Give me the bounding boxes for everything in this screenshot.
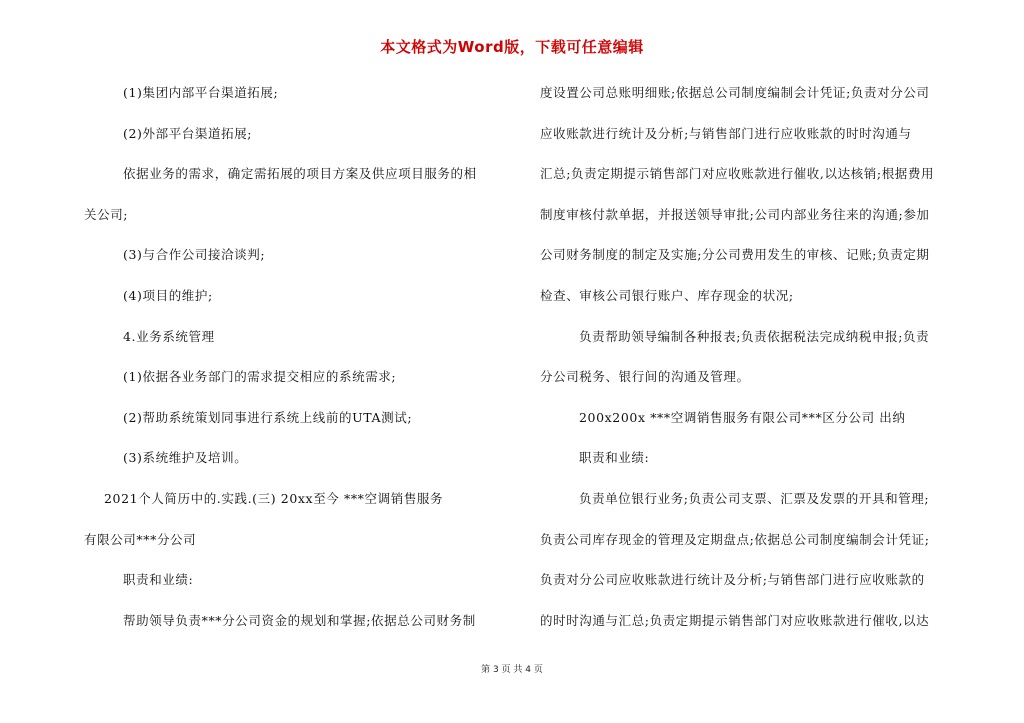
text-line: 依据业务的需求，确定需拓展的项目方案及供应项目服务的相 xyxy=(123,166,477,182)
left-text-column xyxy=(84,80,504,648)
text-line: 200x200x ***空调销售服务有限公司***区分公司 出纳 xyxy=(579,409,906,425)
text-line: 职责和业绩: xyxy=(123,572,194,588)
text-line: 负责公司库存现金的管理及定期盘点;依据总公司制度编制会计凭证; xyxy=(540,531,930,547)
text-line: (3)系统维护及培训。 xyxy=(123,450,248,466)
text-line: 制度审核付款单据，并报送领导审批;公司内部业务往来的沟通;参加 xyxy=(540,206,930,222)
text-line: 有限公司***分公司 xyxy=(84,531,197,547)
text-line: 负责单位银行业务;负责公司支票、汇票及发票的开具和管理; xyxy=(579,490,930,506)
text-line: 关公司; xyxy=(84,206,129,222)
text-line: (2)外部平台渠道拓展; xyxy=(123,125,253,141)
text-line: (3)与合作公司接洽谈判; xyxy=(123,247,266,263)
text-line: 汇总;负责定期提示销售部门对应收账款进行催收,以达核销;根据费用 xyxy=(540,166,935,182)
right-text-column xyxy=(540,80,956,648)
text-line: 2021个人简历中的.实践.(三) 20xx至今 ***空调销售服务 xyxy=(104,490,444,506)
page-number-footer: 第 3 页 共 4 页 xyxy=(481,665,543,675)
text-line: (1)依据各业务部门的需求提交相应的系统需求; xyxy=(123,369,397,385)
text-line: 的时时沟通与汇总;负责定期提示销售部门对应收账款进行催收,以达 xyxy=(540,612,930,628)
text-line: 负责帮助领导编制各种报表;负责依据税法完成纳税申报;负责 xyxy=(579,328,930,344)
text-line: (1)集团内部平台渠道拓展; xyxy=(123,85,279,100)
text-line: 分公司税务、银行间的沟通及管理。 xyxy=(540,369,750,385)
section-heading: 4.业务系统管理 xyxy=(123,328,215,344)
text-line: 应收账款进行统计及分析;与销售部门进行应收账款的时时沟通与 xyxy=(540,125,912,141)
text-line: (4)项目的维护; xyxy=(123,287,213,303)
document-header-title: 本文格式为Word版，下载可任意编辑 xyxy=(380,38,644,56)
text-line: 负责对分公司应收账款进行统计及分析;与销售部门进行应收账款的 xyxy=(540,572,925,588)
text-line: 公司财务制度的制定及实施;分公司费用发生的审核、记账;负责定期 xyxy=(540,247,930,263)
text-line: (2)帮助系统策划同事进行系统上线前的UTA测试; xyxy=(123,409,413,425)
text-line: 度设置公司总账明细账;依据总公司制度编制会计凭证;负责对分公司 xyxy=(540,85,930,100)
text-line: 职责和业绩: xyxy=(579,450,650,466)
text-line: 帮助领导负责***分公司资金的规划和掌握;依据总公司财务制 xyxy=(123,612,476,628)
text-line: 检查、审核公司银行账户、库存现金的状况; xyxy=(540,287,794,303)
